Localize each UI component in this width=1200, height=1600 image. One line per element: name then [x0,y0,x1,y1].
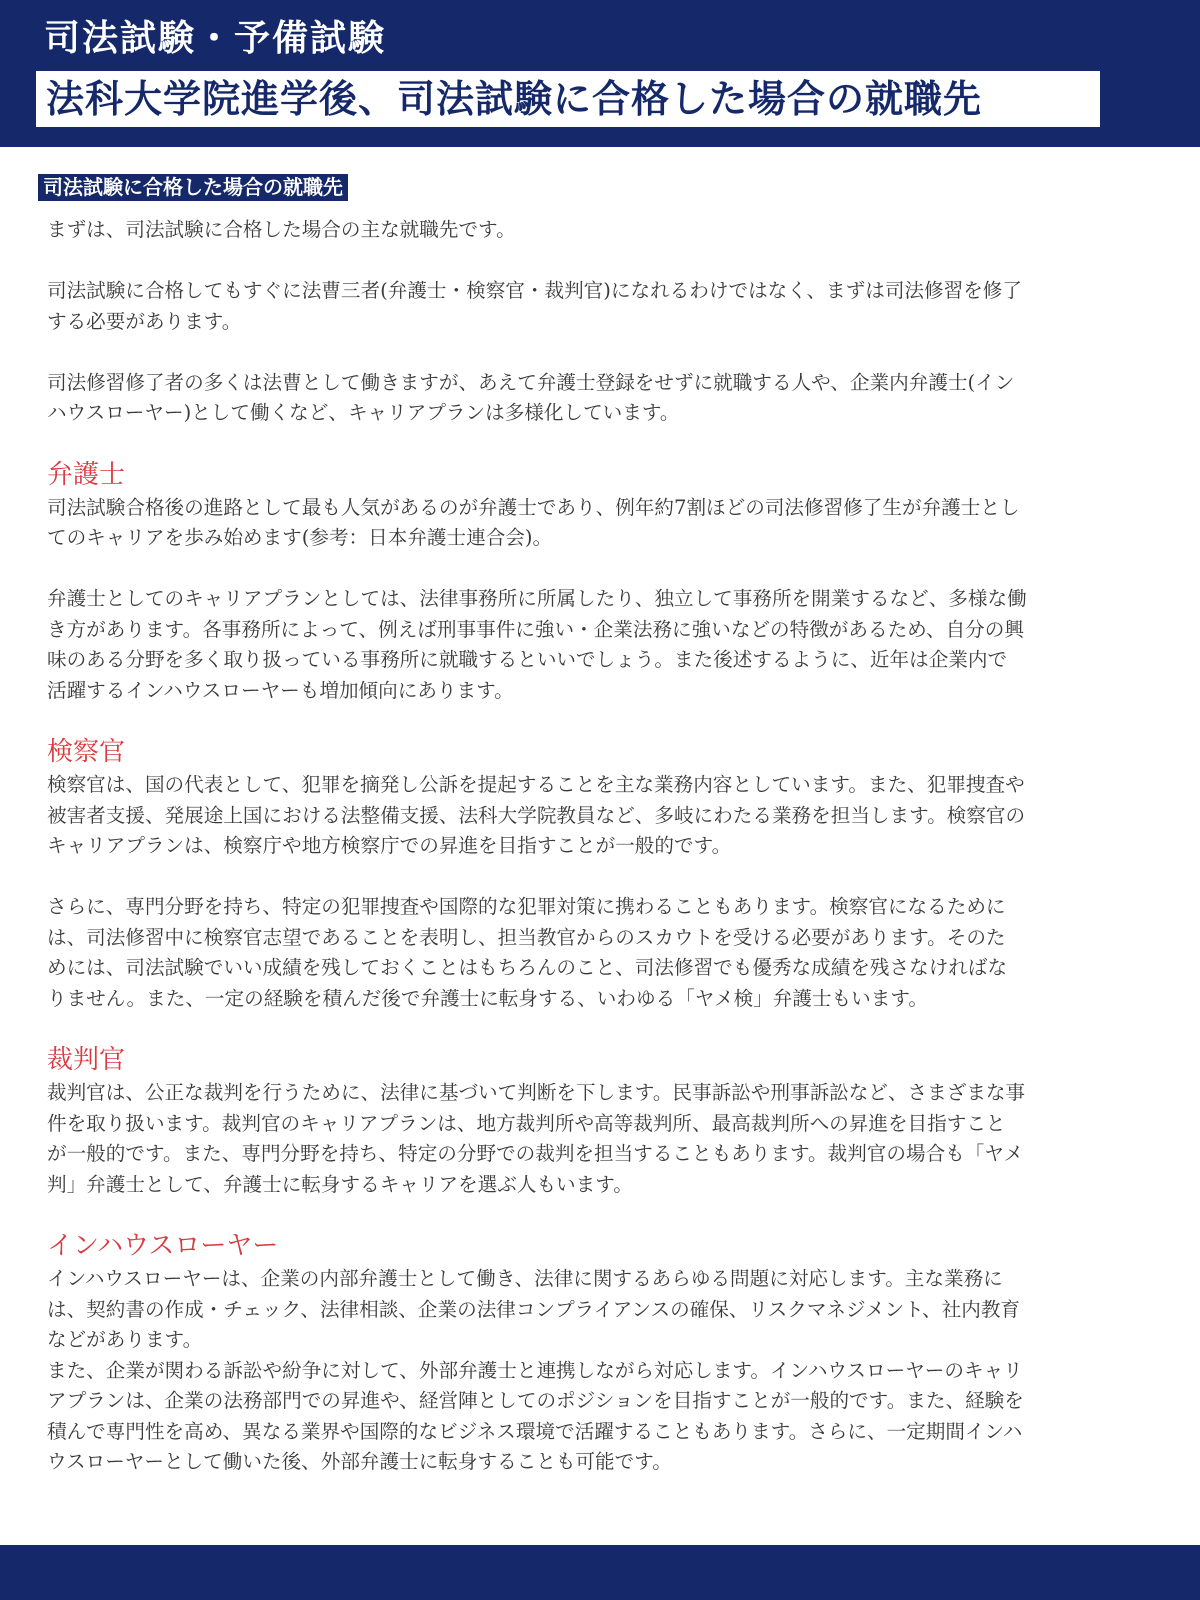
footer-bar [0,1545,1200,1600]
intro-paragraph: 司法試験に合格してもすぐに法曹三者(弁護士・検察官・裁判官)になれるわけではなく、まずは司法修習を修了 する必要があります。 [47,279,1022,333]
bengoshi-paragraph: 司法試験合格後の進路として最も人気があるのが弁護士であり、例年約7割ほどの司法修習修了生が弁護士とし てのキャリアを歩み始めます(参考：日本弁護士連合会)。 [47,495,1020,549]
inhouse-lawyer-paragraph: インハウスローヤーは、企業の内部弁護士として働き、法律に関するあらゆる問題に対応します。主な業務に は、契約書の作成・チェック、法律相談、企業の法律コンプライアンスの確保、リスクマネジメント、社内教育 などがあります。 また、企業が関わる訴訟や紛争に対して、外部弁護士と連携しながら対応します。インハウスローヤーのキャリ アプランは、企業の法務部門での昇進や、経営陣としてのポジションを目指すことが一般的です。また、経験を 積んで専門性を高め、異なる業界や国際的なビジネス環境で活躍することもあります。さらに、一定期間インハ ウスローヤーとして働いた後、外部弁護士に転身することも可能です。 [47,1267,1024,1473]
intro-paragraph: まずは、司法試験に合格した場合の主な就職先です。 [47,218,516,241]
heading-kensatsukan: 検察官 [47,737,126,767]
section-label: 司法試験に合格した場合の就職先 [38,174,348,201]
article-body [43,174,1159,1478]
page-title: 法科大学院進学後、司法試験に合格した場合の就職先 [46,76,983,121]
bengoshi-paragraph: 弁護士としてのキャリアプランとしては、法律事務所に所属したり、独立して事務所を開業するなど、多様な働 き方があります。各事務所によって、例えば刑事事件に強い・企業法務に強いなどの特徴があるため、自分の興 味のある分野を多く取り扱っている事務所に就職するといいでしょう。また後述するように、近年は企業内で 活躍するインハウスローヤーも増加傾向にあります。 [47,587,1027,702]
heading-inhouse-lawyer: インハウスローヤー [47,1231,279,1261]
header-banner [0,0,1200,147]
heading-bengoshi: 弁護士 [47,459,126,490]
kensatsukan-paragraph: 検察官は、国の代表として、犯罪を摘発し公訴を提起することを主な業務内容としています。また、犯罪捜査や 被害者支援、発展途上国における法整備支援、法科大学院教員など、多岐にわたる業務を担当します。検察官の キャリアプランは、検察庁や地方検察庁での昇進を目指すことが一般的です。 [47,773,1026,857]
header-kicker: 司法試験・予備試験 [44,17,387,59]
saibankan-paragraph: 裁判官は、公正な裁判を行うために、法律に基づいて判断を下します。民事訴訟や刑事訴訟など、さまざまな事 件を取り扱います。裁判官のキャリアプランは、地方裁判所や高等裁判所、最高裁判所への昇進を目指すこと が一般的です。また、専門分野を持ち、特定の分野での裁判を担当することもあります。裁判官の場合も「ヤメ 判」弁護士として、弁護士に転身するキャリアを選ぶ人もいます。 [47,1081,1026,1196]
header-title-box [36,71,1100,127]
kensatsukan-paragraph: さらに、専門分野を持ち、特定の犯罪捜査や国際的な犯罪対策に携わることもあります。検察官になるために は、司法修習中に検察官志望であることを表明し、担当教官からのスカウトを受ける必要があります。そのた めには、司法試験でいい成績を残しておくことはもちろんのこと、司法修習でも優秀な成績を残さなければな りません。また、一定の経験を積んだ後で弁護士に転身する、いわゆる「ヤメ検」弁護士もいます。 [47,895,1008,1010]
intro-paragraph: 司法修習修了者の多くは法曹として働きますが、あえて弁護士登録をせずに就職する人や、企業内弁護士(イン ハウスローヤー)として働くなど、キャリアプランは多様化しています。 [47,370,1015,424]
heading-saibankan: 裁判官 [47,1045,126,1075]
